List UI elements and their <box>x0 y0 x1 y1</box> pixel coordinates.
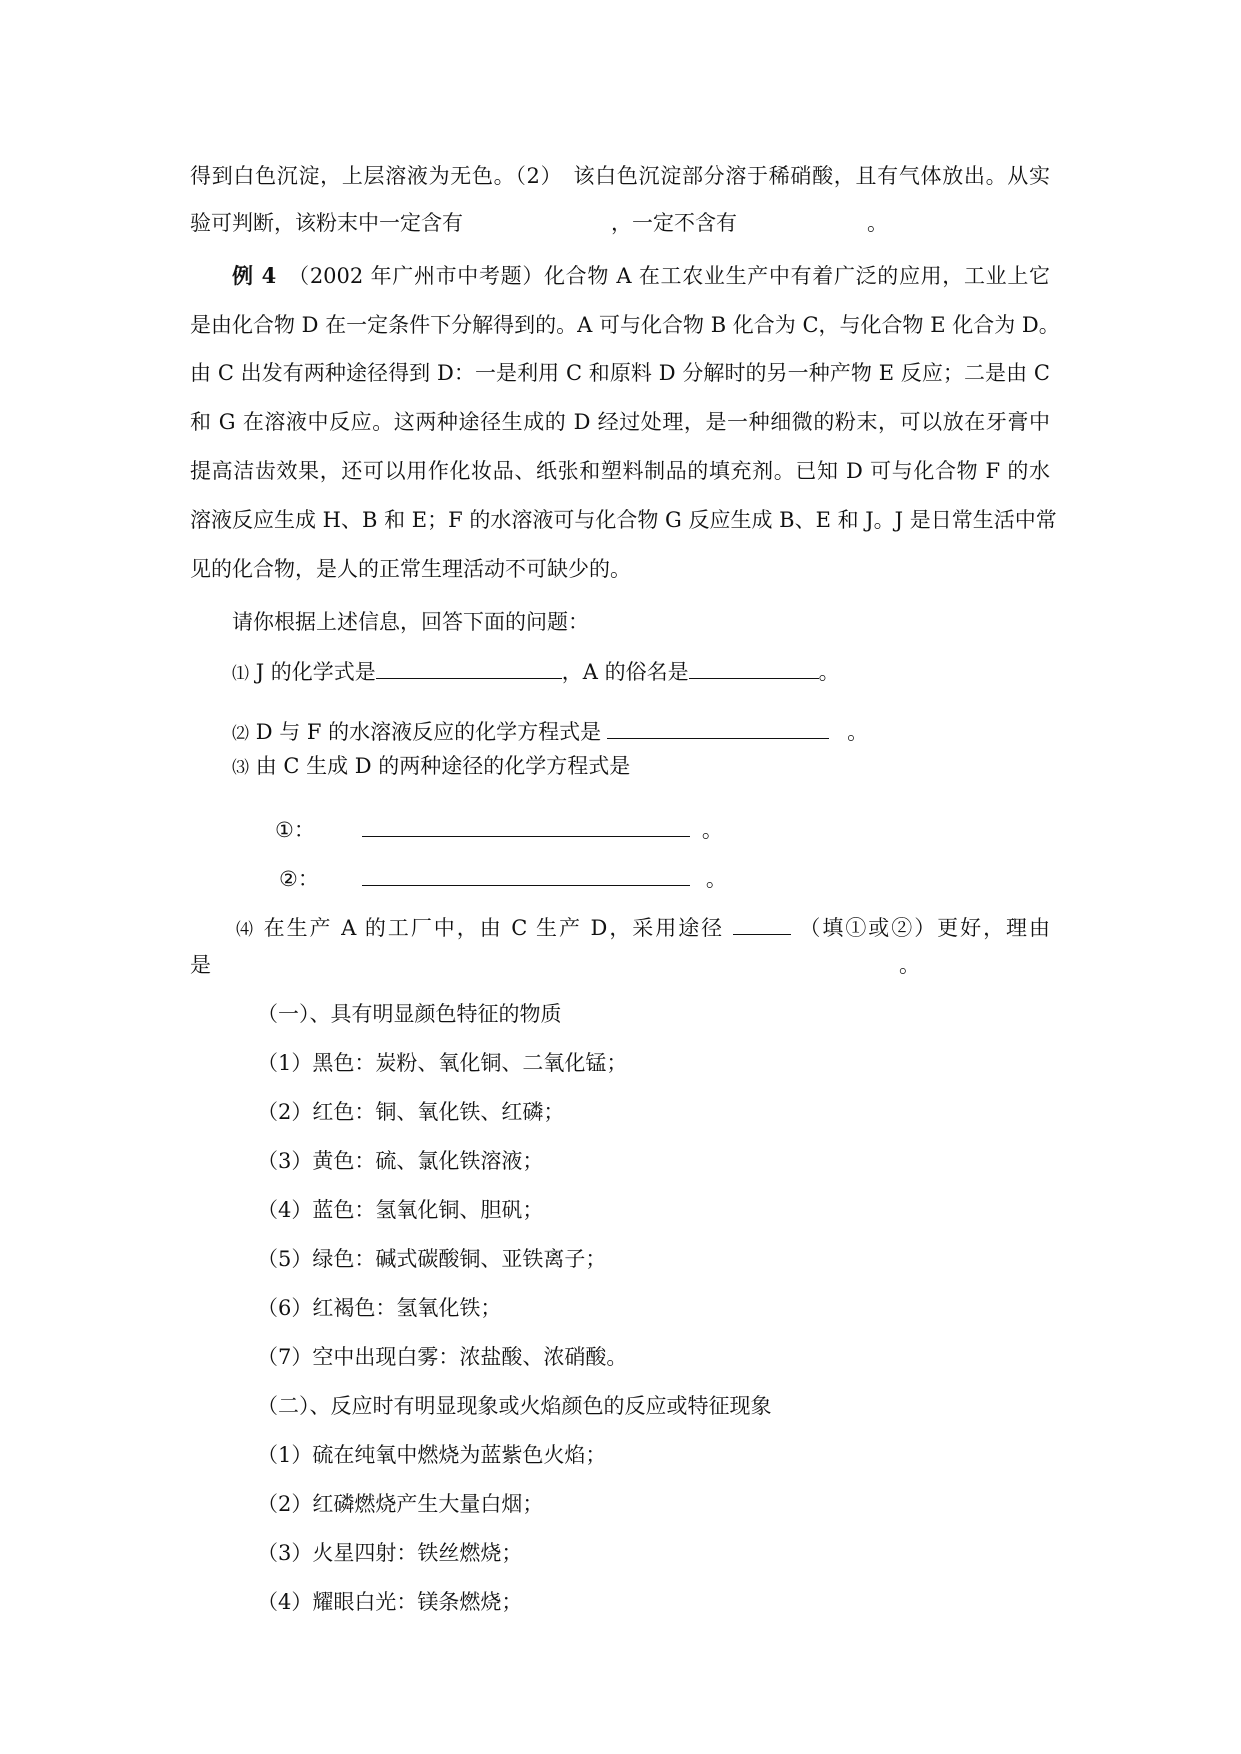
question-4-end: 。 <box>899 953 920 977</box>
example4-text-2: 是由化合物 D 在一定条件下分解得到的。A 可与化合物 B 化合为 C，与化合物 E 化合为 D。 <box>190 313 1060 337</box>
intro-text-1: 得到白色沉淀，上层溶液为无色。（2） 该白色沉淀部分溶于稀硝酸，且有气体放出。从实 <box>190 164 1050 188</box>
section-2-item-text: （3）火星四射：铁丝燃烧； <box>257 1541 523 1565</box>
question-4-line-2 <box>190 951 920 979</box>
answer-blank-route-2[interactable] <box>362 852 690 886</box>
example4-text-7: 见的化合物，是人的正常生理活动不可缺少的。 <box>190 557 631 581</box>
question-2-text: D 与 F 的水溶液反应的化学方程式是 <box>255 720 602 744</box>
section-1-item <box>257 1343 627 1371</box>
question-1-number: ⑴ <box>232 664 249 684</box>
example4-line-1 <box>232 262 1050 290</box>
question-4-line-1 <box>236 904 1050 944</box>
section-2-item <box>257 1441 606 1469</box>
question-3-number: ⑶ <box>232 758 249 778</box>
section-2-item-text: （2）红磷燃烧产生大量白烟； <box>257 1492 544 1516</box>
question-3-route-2 <box>279 852 727 893</box>
section-1-item <box>257 1294 501 1322</box>
section-1-item-text: （5）绿色：碱式碳酸铜、亚铁离子； <box>257 1247 607 1271</box>
answer-blank-route-choice[interactable] <box>733 904 791 935</box>
answer-blank-a-common-name[interactable] <box>689 656 819 679</box>
example4-label: 例 4 <box>232 263 277 288</box>
example4-text-6: 溶液反应生成 H、B 和 E；F 的水溶液可与化合物 G 反应生成 B、E 和 J。J 是日常生活中常 <box>190 508 1057 532</box>
question-2-end: 。 <box>847 720 869 744</box>
section-2-item-text: （1）硫在纯氧中燃烧为蓝紫色火焰； <box>257 1443 607 1467</box>
section-1-item-text: （3）黄色：硫、氯化铁溶液； <box>257 1149 544 1173</box>
route-1-end: 。 <box>701 818 723 842</box>
question-3 <box>232 752 630 782</box>
intro-text-2c: 。 <box>867 211 888 235</box>
example4-text-5: 提高洁齿效果，还可以用作化妆品、纸张和塑料制品的填充剂。已知 D 可与化合物 F 的水 <box>190 459 1050 483</box>
intro-text-2b: ，一定不含有 <box>611 211 737 235</box>
section-1-item <box>257 1049 627 1077</box>
example4-line-4 <box>190 408 1050 436</box>
questions-prompt <box>232 608 589 636</box>
section-2-title-text: （二）、反应时有明显现象或火焰颜色的反应或特征现象 <box>257 1394 772 1418</box>
section-2-item-text: （4）耀眼白光：镁条燃烧； <box>257 1590 523 1614</box>
questions-prompt-text: 请你根据上述信息，回答下面的问题： <box>232 610 589 634</box>
route-1-label: ①： <box>275 818 315 842</box>
question-1-end: 。 <box>818 660 840 684</box>
question-4-number: ⑷ <box>236 920 255 940</box>
question-3-text: 由 C 生成 D 的两种途径的化学方程式是 <box>255 754 631 778</box>
question-1 <box>232 656 840 688</box>
question-2-number: ⑵ <box>232 724 249 744</box>
section-1-item <box>257 1147 543 1175</box>
intro-line-2 <box>190 209 888 237</box>
question-4-text-a: 在生产 A 的工厂中，由 C 生产 D，采用途径 <box>263 916 725 940</box>
section-2-title <box>257 1392 772 1420</box>
section-2-item <box>257 1588 522 1616</box>
route-2-end: 。 <box>705 867 727 891</box>
section-1-item-text: （4）蓝色：氢氧化铜、胆矾； <box>257 1198 544 1222</box>
example4-line-6 <box>190 506 1057 534</box>
section-1-item-text: （2）红色：铜、氧化铁、红磷； <box>257 1100 565 1124</box>
example4-text-1: （2002 年广州市中考题）化合物 A 在工农业生产中有着广泛的应用，工业上它 <box>298 264 1051 288</box>
intro-line-1 <box>190 162 1050 190</box>
example4-line-3 <box>190 359 1050 387</box>
question-3-route-1 <box>275 803 723 844</box>
section-1-title <box>257 1000 562 1028</box>
question-4-text-c: 是 <box>190 953 211 977</box>
example4-text-3: 由 C 出发有两种途径得到 D：一是利用 C 和原料 D 分解时的另一种产物 E 反应；二是由 C <box>190 361 1050 385</box>
example4-line-7 <box>190 555 631 583</box>
question-1-text-b: ，A 的俗名是 <box>561 660 689 684</box>
answer-blank-d-f-equation[interactable] <box>607 704 829 739</box>
section-1-item-text: （6）红褐色：氢氧化铁； <box>257 1296 502 1320</box>
example4-line-5 <box>190 457 1050 485</box>
section-1-item <box>257 1245 606 1273</box>
example4-text-4: 和 G 在溶液中反应。这两种途径生成的 D 经过处理，是一种细微的粉末，可以放在牙膏中 <box>190 410 1050 434</box>
section-2-item <box>257 1539 522 1567</box>
section-1-item <box>257 1098 564 1126</box>
section-1-item <box>257 1196 543 1224</box>
section-2-item <box>257 1490 543 1518</box>
question-1-text-a: J 的化学式是 <box>255 660 376 684</box>
answer-blank-route-1[interactable] <box>362 803 690 837</box>
question-2 <box>232 704 868 748</box>
route-2-label: ②： <box>279 867 319 891</box>
section-1-item-text: （7）空中出现白雾：浓盐酸、浓硝酸。 <box>257 1345 628 1369</box>
answer-blank-j-formula[interactable] <box>376 656 562 679</box>
intro-text-2a: 验可判断，该粉末中一定含有 <box>190 211 463 235</box>
section-1-item-text: （1）黑色：炭粉、氧化铜、二氧化锰； <box>257 1051 628 1075</box>
example4-line-2 <box>190 311 1060 339</box>
question-4-text-b: （填①或②）更好，理由 <box>799 916 1051 940</box>
section-1-title-text: （一）、具有明显颜色特征的物质 <box>257 1002 562 1026</box>
